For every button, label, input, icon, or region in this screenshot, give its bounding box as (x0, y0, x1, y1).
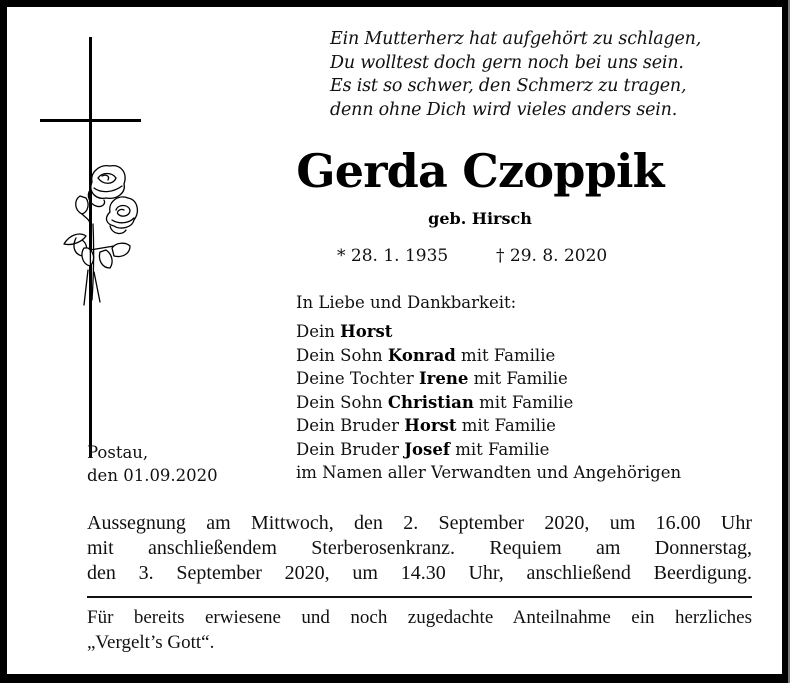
mourner-row (296, 344, 681, 368)
service-line: Aussegnung am Mittwoch, den 2. September 2020, um 16.00 Uhr (87, 512, 752, 534)
mourner-row (296, 320, 681, 344)
mourner-relation: Dein Sohn (296, 392, 388, 412)
service-line: mit anschließendem Sterberosenkranz. Requiem am Donnerstag, (87, 537, 752, 559)
poem-line: Du wolltest doch gern noch bei uns sein. (330, 52, 684, 73)
thanks-line: Für bereits erwiesene und noch zugedachte Anteilnahme ein herzliches (87, 607, 752, 628)
mourner-row (296, 461, 681, 485)
place-date (87, 441, 218, 487)
mourner-relation: Dein (296, 322, 341, 341)
thanks-line: „Vergelt’s Gott“. (87, 632, 215, 653)
mourner-suffix: mit Familie (468, 369, 568, 388)
deceased-name: Gerda Czoppik (296, 144, 664, 198)
service-line: den 3. September 2020, um 14.30 Uhr, anschließend Beerdigung. (87, 562, 752, 584)
mourner-name: Christian (387, 392, 474, 412)
mourner-relation: Deine Tochter (296, 369, 419, 388)
mourner-row (296, 391, 681, 415)
roses-icon (60, 160, 150, 320)
mourners-intro: In Liebe und Dankbarkeit: (296, 293, 517, 312)
mourner-name: Konrad (387, 345, 456, 365)
poem-line: Es ist so schwer, den Schmerz zu tragen, (330, 76, 687, 96)
mourner-name: Josef (404, 439, 450, 459)
mourner-relation: im Namen aller Verwandten und Angehörigen (296, 463, 682, 482)
mourner-row (296, 367, 681, 391)
death-date: † 29. 8. 2020 (496, 246, 608, 266)
mourner-relation: Dein Bruder (296, 439, 405, 459)
mourner-suffix: mit Familie (455, 345, 556, 365)
service-info (87, 511, 752, 586)
mourner-relation: Dein Bruder (296, 416, 405, 435)
mourner-name: Horst (340, 322, 393, 341)
notice-date: den 01.09.2020 (87, 466, 218, 485)
thanks-note (87, 605, 752, 655)
separator-line (87, 596, 752, 598)
mourner-row (296, 414, 681, 438)
cross-bar (40, 119, 141, 122)
poem (330, 28, 701, 122)
mourner-name: Irene (418, 369, 469, 388)
poem-line: Ein Mutterherz hat aufgehört zu schlagen, (330, 29, 702, 49)
mourners-list (296, 291, 681, 485)
mourner-suffix: mit Familie (456, 416, 556, 435)
mourner-row (296, 438, 681, 462)
mourner-suffix: mit Familie (449, 439, 550, 459)
mourner-suffix: mit Familie (473, 392, 574, 412)
birth-date: * 28. 1. 1935 (337, 246, 449, 266)
maiden-name: geb. Hirsch (428, 209, 532, 228)
poem-line: denn ohne Dich wird vieles anders sein. (330, 99, 678, 120)
mourner-relation: Dein Sohn (296, 345, 388, 365)
place: Postau, (87, 443, 149, 462)
mourner-name: Horst (404, 416, 457, 435)
